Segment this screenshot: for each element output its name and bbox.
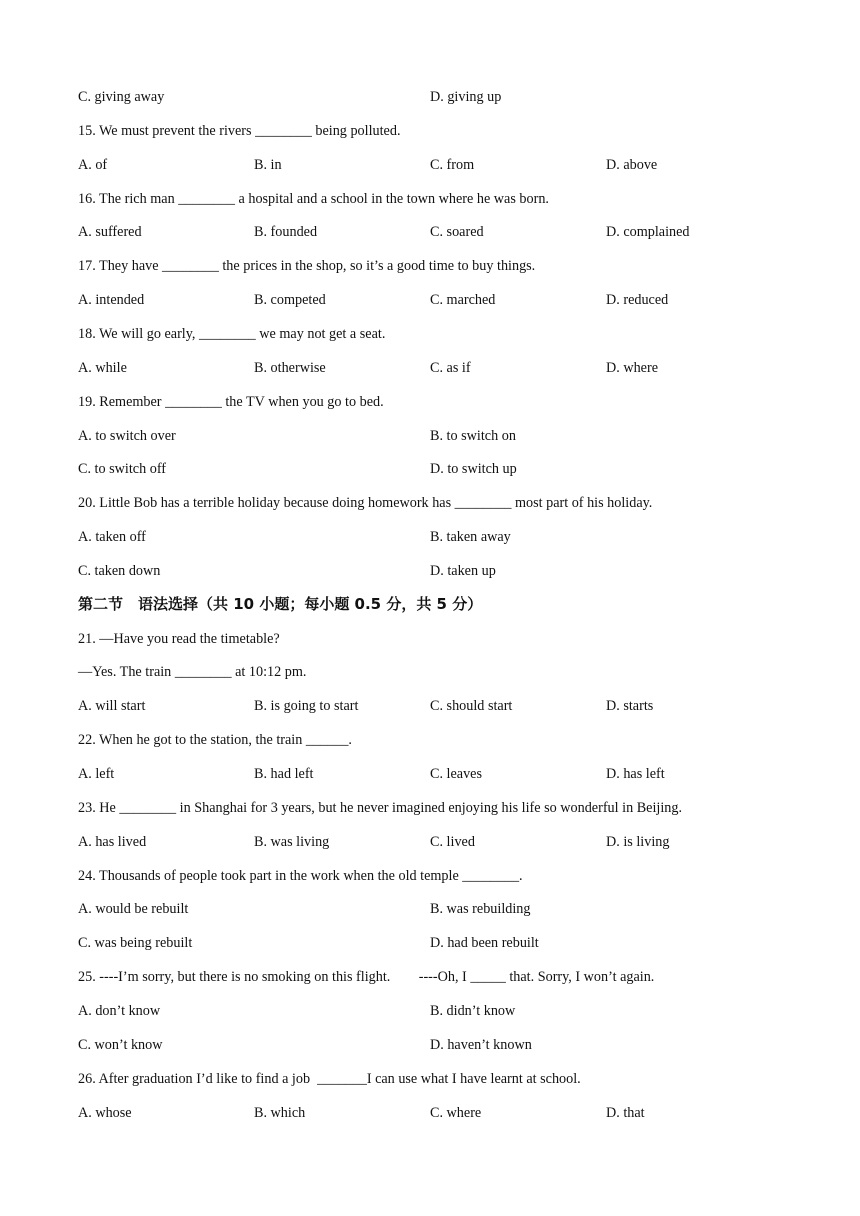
answer-option: C. soared <box>430 224 484 241</box>
answer-option: A. of <box>78 156 108 173</box>
answer-option: B. taken away <box>430 529 511 546</box>
answer-option: B. in <box>254 156 282 173</box>
answer-option: A. whose <box>78 1104 132 1121</box>
answer-option: C. leaves <box>430 766 483 782</box>
answer-option: B. was living <box>254 833 330 850</box>
answer-option: A. will start <box>78 698 146 715</box>
answer-option: A. to switch over <box>78 427 176 444</box>
answer-option: A. intended <box>78 292 145 309</box>
answer-option: D. has left <box>606 766 665 782</box>
question-text: 23. He ________ in Shanghai for 3 years, but he never imagined enjoying his life so wonderful in Beijing. <box>78 799 683 816</box>
question-text: —Yes. The train ________ at 10:12 pm. <box>78 664 307 681</box>
answer-option: C. lived <box>430 833 475 850</box>
section-heading: 第二节 语法选择（共 10 小题；每小题 0.5 分，共 5 分） <box>78 594 483 613</box>
answer-option: C. giving away <box>78 89 165 105</box>
answer-option: B. otherwise <box>254 359 326 376</box>
answer-option: D. is living <box>606 833 670 850</box>
answer-option: C. from <box>430 156 475 173</box>
answer-option: D. haven’t known <box>430 1036 532 1053</box>
answer-option: A. suffered <box>78 224 142 241</box>
answer-option: C. marched <box>430 292 496 309</box>
answer-option: C. should start <box>430 698 513 715</box>
question-text: 15. We must prevent the rivers ________ being polluted. <box>78 122 401 139</box>
question-text: 24. Thousands of people took part in the work when the old temple ________. <box>78 867 523 884</box>
answer-option: C. as if <box>430 359 471 376</box>
question-text: 21. —Have you read the timetable? <box>78 630 280 647</box>
answer-option: B. didn’t know <box>430 1002 516 1019</box>
answer-option: A. while <box>78 359 127 376</box>
question-text: 16. The rich man ________ a hospital and a school in the town where he was born. <box>78 190 549 207</box>
answer-option: B. to switch on <box>430 427 516 444</box>
answer-option: B. is going to start <box>254 698 359 715</box>
answer-option: C. to switch off <box>78 461 167 478</box>
question-text: 20. Little Bob has a terrible holiday because doing homework has ________ most part of his holiday. <box>78 495 653 512</box>
question-text: 22. When he got to the station, the train ______. <box>78 732 352 749</box>
answer-option: A. taken off <box>78 529 146 546</box>
answer-option: A. has lived <box>78 833 147 850</box>
answer-option: D. where <box>606 359 658 376</box>
answer-option: B. which <box>254 1104 306 1121</box>
question-text: 19. Remember ________ the TV when you go to bed. <box>78 393 384 410</box>
question-text: 17. They have ________ the prices in the shop, so it’s a good time to buy things. <box>78 258 536 275</box>
answer-option: D. taken up <box>430 562 496 579</box>
answer-option: D. reduced <box>606 292 669 309</box>
answer-option: C. won’t know <box>78 1036 163 1053</box>
answer-option: D. to switch up <box>430 461 517 478</box>
answer-option: D. complained <box>606 224 690 241</box>
answer-option: A. don’t know <box>78 1002 161 1019</box>
answer-option: D. had been rebuilt <box>430 935 539 952</box>
question-text: 18. We will go early, ________ we may not get a seat. <box>78 325 386 342</box>
answer-option: C. where <box>430 1104 482 1121</box>
question-text: 25. ----I’m sorry, but there is no smoking on this flight. ----Oh, I _____ that. Sorry, I won’t again. <box>78 969 655 986</box>
answer-option: B. founded <box>254 224 318 241</box>
answer-option: D. starts <box>606 698 654 715</box>
answer-option: B. was rebuilding <box>430 901 531 918</box>
answer-option: C. taken down <box>78 562 161 579</box>
answer-option: B. competed <box>254 292 326 309</box>
answer-option: D. above <box>606 156 658 173</box>
answer-option: B. had left <box>254 766 314 782</box>
question-text: 26. After graduation I’d like to find a job _______I can use what I have learnt at school. <box>78 1070 581 1087</box>
answer-option: D. that <box>606 1104 645 1121</box>
answer-option: A. left <box>78 766 115 782</box>
answer-option: A. would be rebuilt <box>78 901 189 918</box>
answer-option: C. was being rebuilt <box>78 935 193 952</box>
answer-option: D. giving up <box>430 89 502 105</box>
